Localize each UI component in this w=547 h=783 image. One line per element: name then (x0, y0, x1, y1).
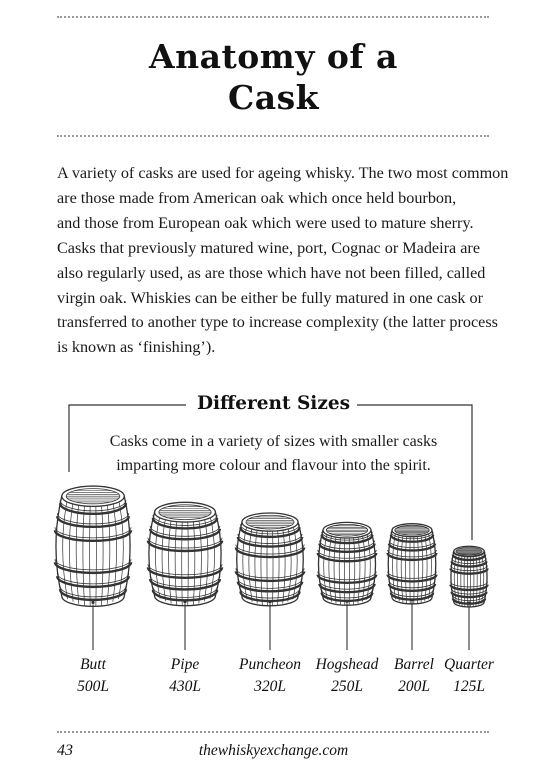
cask-puncheon (236, 513, 304, 650)
intro-line: and those from European oak which were used to mature sherry. (57, 213, 474, 232)
intro-line: are those made from American oak which once held bourbon, (57, 188, 457, 207)
cask-barrel (388, 524, 437, 650)
cask-volume-butt: 500L (77, 678, 109, 695)
intro-line: transferred to another type to increase complexity (the latter process (57, 313, 498, 332)
footer-dotted-rule (57, 731, 489, 733)
cask-name-pipe: Pipe (170, 656, 200, 673)
cask-group (55, 486, 488, 650)
cask-pipe (148, 502, 222, 650)
cask-bung (268, 600, 271, 603)
intro-line: also regularly used, as are those which have not been filled, called (57, 263, 486, 282)
website-url: thewhiskyexchange.com (198, 742, 349, 759)
cask-volume-barrel: 200L (398, 678, 430, 695)
cask-bung (183, 600, 186, 603)
cask-butt (55, 486, 131, 650)
cask-name-quarter: Quarter (444, 656, 494, 673)
sizes-description-line: imparting more colour and flavour into the spirit. (116, 457, 431, 474)
title-line-1: Anatomy of a (149, 37, 398, 76)
sizes-description (0, 430, 547, 478)
cask-volume-quarter: 125L (453, 678, 485, 695)
page-number: 43 (57, 742, 73, 759)
cask-bung (467, 601, 470, 604)
title-line-2: Cask (227, 78, 320, 117)
cask-name-butt: Butt (80, 656, 106, 673)
cask-volume-puncheon: 320L (254, 678, 286, 695)
cask-name-hogshead: Hogshead (315, 656, 379, 673)
intro-line: virgin oak. Whiskies can be either be fully matured in one cask or (57, 288, 483, 307)
cask-bung (345, 600, 348, 603)
cask-name-barrel: Barrel (394, 656, 434, 673)
cask-body (237, 522, 304, 606)
cask-body (319, 530, 376, 605)
cask-volume-pipe: 430L (169, 678, 201, 695)
cask-name-puncheon: Puncheon (239, 656, 301, 673)
cask-body (149, 512, 221, 606)
cask-volume-hogshead: 250L (331, 678, 363, 695)
cask-bung (91, 601, 94, 604)
cask-hogshead (318, 522, 377, 650)
intro-line: Casks that previously matured wine, port, Cognac or Madeira are (57, 238, 481, 257)
intro-line: is known as ‘finishing’). (57, 338, 216, 357)
sizes-heading: Different Sizes (196, 393, 351, 414)
cask-bung (410, 598, 413, 601)
cask-quarter (450, 546, 487, 650)
intro-line: A variety of casks are used for ageing whisky. The two most common (57, 164, 509, 182)
sizes-description-line: Casks come in a variety of sizes with smaller casks (109, 433, 438, 450)
